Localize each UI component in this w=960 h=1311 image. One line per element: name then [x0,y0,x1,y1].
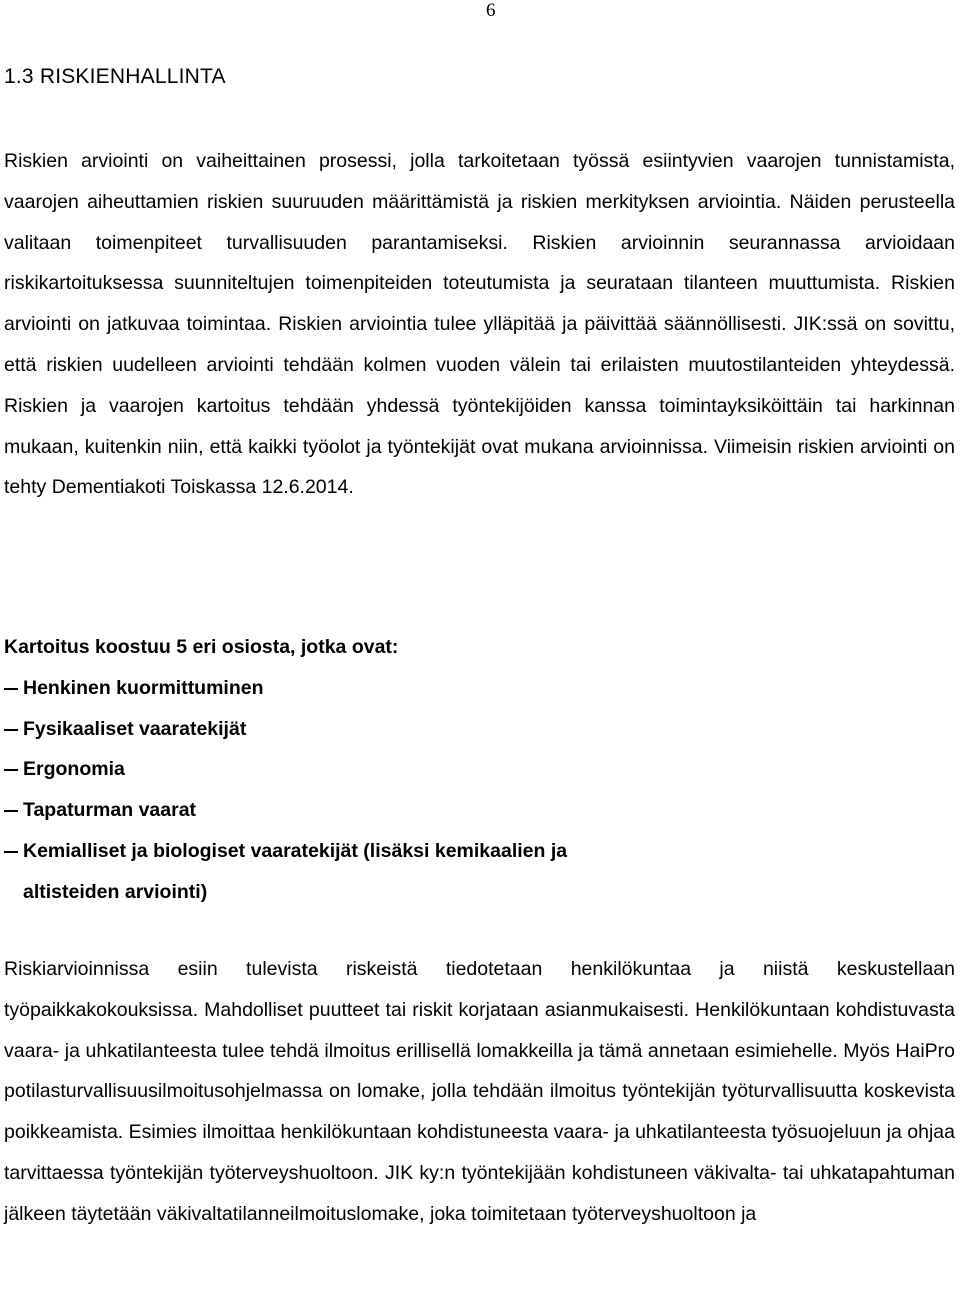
page-number: 6 [486,0,496,21]
list-item: Tapaturman vaarat [4,790,955,831]
list-intro: Kartoitus koostuu 5 eri osiosta, jotka ovat: [4,636,399,658]
section-heading: 1.3 RISKIENHALLINTA [4,65,226,88]
list-item: Ergonomia [4,749,955,790]
reporting-paragraph: Riskiarvioinnissa esiin tulevista riskeistä tiedotetaan henkilökuntaa ja niistä keskustellaan työpaikkakokouksissa. Mahdolliset puutteet tai riskit korjataan asianmukaisesti. Henkilökuntaan kohdistuvasta vaara- ja uhkatilanteesta tulee tehdä ilmoitus erillisellä lomakkeilla ja tämä annetaan esimiehelle. Myös HaiPro potilasturvallisuusilmoitusohjelmassa on lomake, jolla tehdään ilmoitus työntekijän työturvallisuutta koskevista poikkeamista. Esimies ilmoittaa henkilökuntaan kohdistuneesta vaara- ja uhkatilanteesta työsuojeluun ja ohjaa tarvittaessa työntekijän työterveyshuoltoon. JIK ky:n työntekijään kohdistuneen väkivalta- tai uhkatapahtuman jälkeen täytetään väkivaltatilanneilmoituslomake, joka toimitetaan työterveyshuoltoon ja [4,958,955,1225]
list-item: Fysikaaliset vaaratekijät [4,709,955,750]
list-item: Henkinen kuormittuminen [4,668,955,709]
list-item: Kemialliset ja biologiset vaaratekijät (lisäksi kemikaalien ja [4,831,955,872]
list-item-continuation: altisteiden arviointi) [23,880,208,903]
intro-paragraph: Riskien arviointi on vaiheittainen prosessi, jolla tarkoitetaan työssä esiintyvien vaarojen tunnistamista, vaarojen aiheuttamien riskien suuruuden määrittämistä ja riskien merkityksen arviointia. Näiden perusteella valitaan toimenpiteet turvallisuuden parantamiseksi. Riskien arvioinnin seurannassa arvioidaan riskikartoituksessa suunniteltujen toimenpiteiden toteutumista ja seurataan tilanteen muuttumista. Riskien arviointi on jatkuvaa toimintaa. Riskien arviointia tulee ylläpitää ja päivittää säännöllisesti. JIK:ssä on sovittu, että riskien uudelleen arviointi tehdään kolmen vuoden välein tai erilaisten muutostilanteiden yhteydessä. Riskien ja vaarojen kartoitus tehdään yhdessä työntekijöiden kanssa toimintayksiköittäin tai harkinnan mukaan, kuitenkin niin, että kaikki työolot ja työntekijät ovat mukana arvioinnissa. Viimeisin riskien arviointi on tehty Dementiakoti Toiskassa 12.6.2014. [4,150,955,499]
survey-sections-list [4,627,955,913]
